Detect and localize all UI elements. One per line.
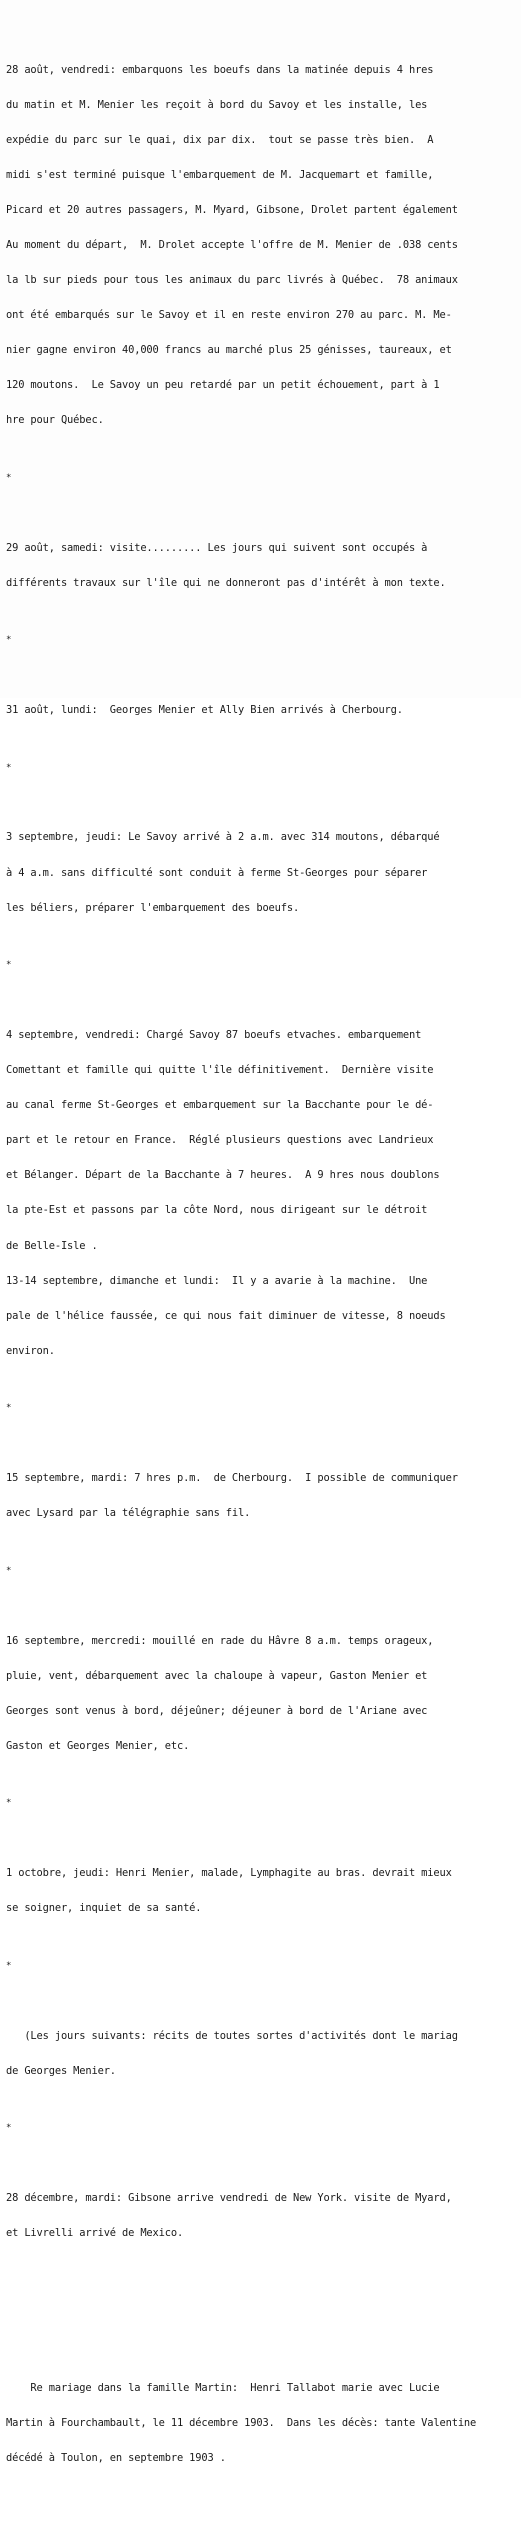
text-line: Re mariage dans la famille Martin: Henri Tallabot marie avec Lucie [6,2382,440,2395]
text-line: 120 moutons. Le Savoy un peu retardé par un petit échouement, part à 1 [6,379,440,392]
text-line: et Livrelli arrivé de Mexico. [6,2227,184,2240]
entry-separator: * [6,635,12,646]
text-line: Gaston et Georges Menier, etc. [6,1739,190,1752]
text-line: hre pour Québec. [6,414,104,427]
entry-jours-suivants [6,2007,516,2101]
entry-4-septembre [6,1007,516,1381]
text-line: et Bélanger. Départ de la Bacchante à 7 heures. A 9 hres nous doublons [6,1169,440,1182]
entry-separator: * [6,472,12,483]
text-line: 4 septembre, vendredi: Chargé Savoy 87 boeufs etvaches. embarquement [6,1028,422,1041]
text-line: du matin et M. Menier les reçoit à bord du Savoy et les installe, les [6,98,428,111]
text-line: Au moment du départ, M. Drolet accepte l'offre de M. Menier de .038 cents [6,238,458,251]
entry-29-aout [6,519,516,613]
text-line: 13-14 septembre, dimanche et lundi: Il y a avarie à la machine. Une [6,1274,428,1287]
entry-15-septembre [6,1450,516,1544]
entry-31-aout [6,682,516,741]
text-line: nier gagne environ 40,000 francs au marché plus 25 génisses, taureaux, et [6,344,452,357]
entry-separator: * [6,1565,12,1576]
text-line: avec Lysard par la télégraphie sans fil. [6,1507,251,1520]
text-line: pluie, vent, débarquement avec la chaloupe à vapeur, Gaston Menier et [6,1669,428,1682]
text-line: 31 août, lundi: Georges Menier et Ally Bien arrivés à Cherbourg. [6,704,403,717]
typed-text-body [6,6,516,2524]
text-line: la lb sur pieds pour tous les animaux du parc livrés à Québec. 78 animaux [6,274,458,287]
text-line: Martin à Fourchambault, le 11 décembre 1903. Dans les décès: tante Valentine [6,2417,477,2430]
text-line: différents travaux sur l'île qui ne donneront pas d'intérêt à mon texte. [6,576,446,589]
text-line: midi s'est terminé puisque l'embarquement de M. Jacquemart et famille, [6,168,434,181]
entry-separator: * [6,1798,12,1809]
text-line: de Belle-Isle . [6,1239,98,1252]
entry-separator: * [6,1403,12,1414]
text-line: 29 août, samedi: visite......... Les jours qui suivent sont occupés à [6,541,428,554]
text-line: (Les jours suivants: récits de toutes sortes d'activités dont le mariag [6,2029,458,2042]
entry-mariage-martin [6,2360,516,2489]
entry-28-aout [6,41,516,450]
text-line: environ. [6,1344,55,1357]
text-line: 15 septembre, mardi: 7 hres p.m. de Cherbourg. I possible de communiquer [6,1472,458,1485]
text-line: les béliers, préparer l'embarquement des boeufs. [6,901,300,914]
entry-1-octobre [6,1845,516,1939]
text-line: au canal ferme St-Georges et embarquement sur la Bacchante pour le dé- [6,1099,434,1112]
entry-28-decembre [6,2170,516,2264]
entry-separator: * [6,1960,12,1971]
text-line: expédie du parc sur le quai, dix par dix. tout se passe très bien. A [6,133,434,146]
text-line: 3 septembre, jeudi: Le Savoy arrivé à 2 a.m. avec 314 moutons, débarqué [6,831,440,844]
text-line: de Georges Menier. [6,2064,116,2077]
text-line: 28 août, vendredi: embarquons les boeufs dans la matinée depuis 4 hres [6,63,434,76]
text-line: 28 décembre, mardi: Gibsone arrive vendredi de New York. visite de Myard, [6,2191,452,2204]
text-line: la pte-Est et passons par la côte Nord, nous dirigeant sur le détroit [6,1204,428,1217]
entry-16-septembre [6,1612,516,1776]
text-line: ont été embarqués sur le Savoy et il en reste environ 270 au parc. M. Me- [6,309,452,322]
entry-3-septembre [6,809,516,938]
text-line: à 4 a.m. sans difficulté sont conduit à ferme St-Georges pour séparer [6,866,428,879]
text-line: pale de l'hélice faussée, ce qui nous fait diminuer de vitesse, 8 noeuds [6,1309,446,1322]
entry-separator: * [6,2123,12,2134]
text-line: part et le retour en France. Réglé plusieurs questions avec Landrieux [6,1134,434,1147]
text-line: 16 septembre, mercredi: mouillé en rade du Hâvre 8 a.m. temps orageux, [6,1634,434,1647]
entry-separator: * [6,762,12,773]
text-line: se soigner, inquiet de sa santé. [6,1902,202,1915]
entry-separator: * [6,960,12,971]
text-line: décédé à Toulon, en septembre 1903 . [6,2452,226,2465]
text-line: Comettant et famille qui quitte l'île définitivement. Dernière visite [6,1064,434,1077]
text-line: Georges sont venus à bord, déjeûner; déjeuner à bord de l'Ariane avec [6,1704,428,1717]
text-line: Picard et 20 autres passagers, M. Myard, Gibsone, Drolet partent également [6,203,458,216]
text-line: 1 octobre, jeudi: Henri Menier, malade, Lymphagite au bras. devrait mieux [6,1867,452,1880]
